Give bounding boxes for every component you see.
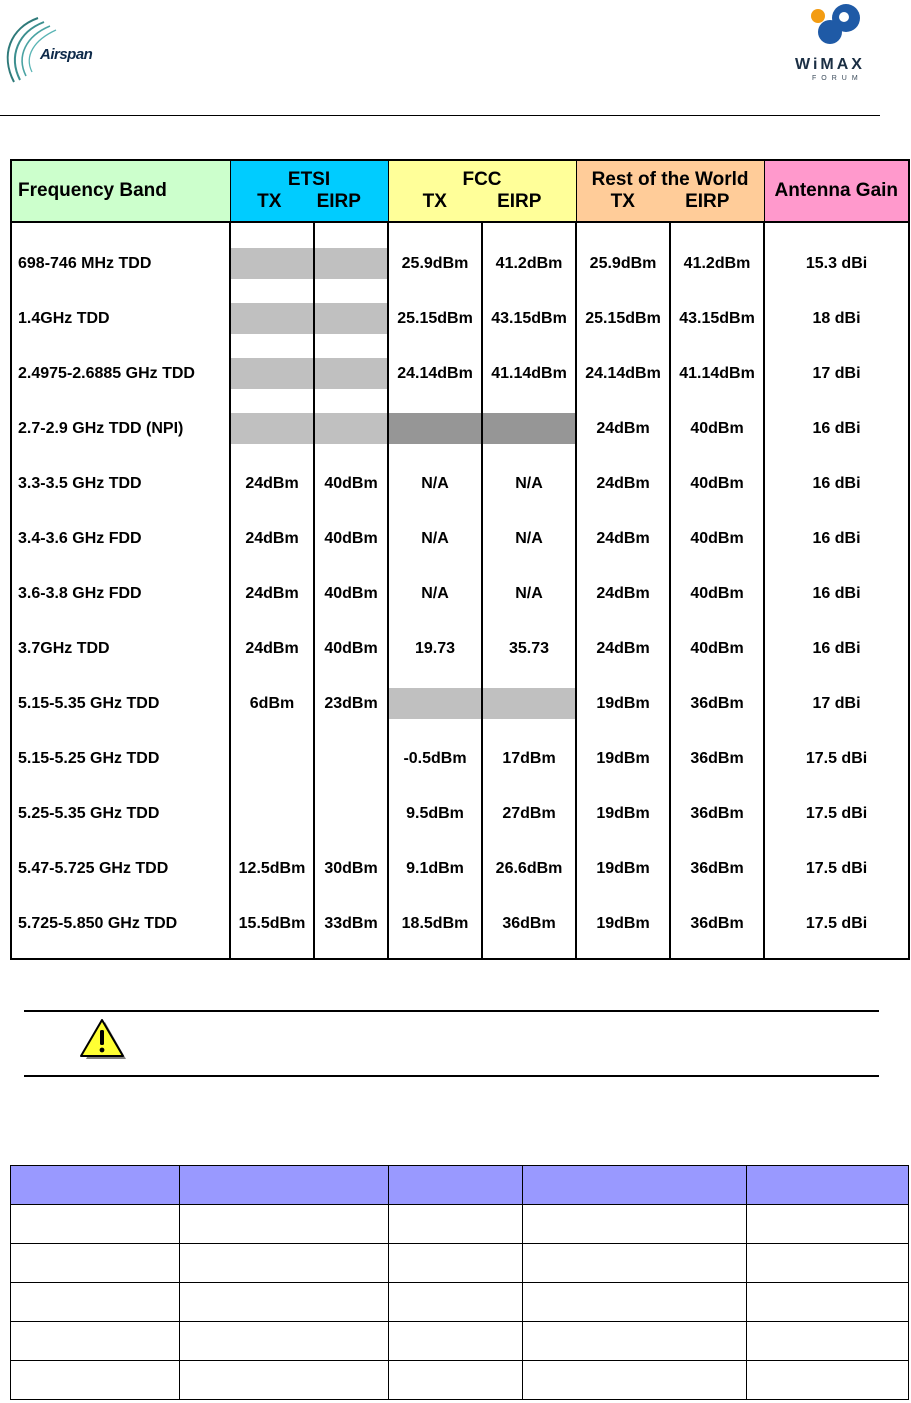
fcc-eirp-cell: N/A	[482, 468, 576, 499]
gain-cell: 17 dBi	[764, 688, 909, 719]
table-spacer-row	[11, 939, 909, 959]
band-cell: 5.725-5.850 GHz TDD	[11, 908, 230, 939]
empty-table-row	[11, 1322, 909, 1361]
etsi-eirp-cell: 23dBm	[314, 688, 388, 719]
gain-cell: 17.5 dBi	[764, 908, 909, 939]
header-etsi	[230, 160, 388, 222]
band-cell: 2.7-2.9 GHz TDD (NPI)	[11, 413, 230, 444]
header-etsi-tx: TX	[257, 191, 282, 212]
header-divider	[0, 115, 880, 116]
table-row	[11, 688, 909, 719]
row-eirp-cell: 40dBm	[670, 633, 764, 664]
fcc-tx-cell: N/A	[388, 523, 482, 554]
fcc-eirp-cell: 26.6dBm	[482, 853, 576, 884]
gain-cell: 17 dBi	[764, 358, 909, 389]
table-row	[11, 743, 909, 774]
row-eirp-cell: 41.14dBm	[670, 358, 764, 389]
empty-table-row	[11, 1361, 909, 1400]
warning-icon	[78, 1018, 128, 1062]
band-cell: 5.47-5.725 GHz TDD	[11, 853, 230, 884]
header-antenna-gain: Antenna Gain	[764, 160, 909, 222]
fcc-eirp-cell: 17dBm	[482, 743, 576, 774]
row-tx-cell: 25.9dBm	[576, 248, 670, 279]
table-header-row	[11, 160, 909, 222]
row-tx-cell: 19dBm	[576, 798, 670, 829]
table-row	[11, 248, 909, 279]
table-row	[11, 468, 909, 499]
etsi-eirp-cell	[314, 248, 388, 279]
fcc-eirp-cell	[482, 688, 576, 719]
table-spacer-row	[11, 829, 909, 853]
etsi-eirp-cell: 40dBm	[314, 633, 388, 664]
fcc-eirp-cell: N/A	[482, 523, 576, 554]
row-eirp-cell: 40dBm	[670, 523, 764, 554]
row-tx-cell: 24dBm	[576, 523, 670, 554]
header-row-eirp: EIRP	[685, 191, 730, 212]
fcc-eirp-cell: 35.73	[482, 633, 576, 664]
gain-cell: 16 dBi	[764, 468, 909, 499]
header-rest-of-world	[576, 160, 764, 222]
etsi-tx-cell	[230, 248, 314, 279]
fcc-eirp-cell: 41.2dBm	[482, 248, 576, 279]
table-spacer-row	[11, 774, 909, 798]
table-row	[11, 853, 909, 884]
row-eirp-cell: 36dBm	[670, 908, 764, 939]
fcc-tx-cell: N/A	[388, 468, 482, 499]
table-row	[11, 358, 909, 389]
table-spacer-row	[11, 719, 909, 743]
band-cell: 1.4GHz TDD	[11, 303, 230, 334]
table-spacer-row	[11, 334, 909, 358]
empty-table-row	[11, 1205, 909, 1244]
row-tx-cell: 24dBm	[576, 468, 670, 499]
table-spacer-row	[11, 664, 909, 688]
empty-table-header-row	[11, 1166, 909, 1205]
etsi-eirp-cell: 33dBm	[314, 908, 388, 939]
header-fcc-tx: TX	[422, 191, 447, 212]
fcc-tx-cell: 19.73	[388, 633, 482, 664]
table-row	[11, 633, 909, 664]
forum-logo-text: FORUM	[812, 75, 863, 82]
row-tx-cell: 19dBm	[576, 908, 670, 939]
header-row-tx: TX	[610, 191, 635, 212]
note-bottom-rule	[24, 1075, 879, 1077]
header-frequency-band: Frequency Band	[11, 160, 230, 222]
fcc-tx-cell: 9.5dBm	[388, 798, 482, 829]
table-row	[11, 798, 909, 829]
etsi-tx-cell: 15.5dBm	[230, 908, 314, 939]
table-spacer-row	[11, 499, 909, 523]
row-tx-cell: 24.14dBm	[576, 358, 670, 389]
gain-cell: 18 dBi	[764, 303, 909, 334]
row-tx-cell: 24dBm	[576, 578, 670, 609]
row-eirp-cell: 40dBm	[670, 413, 764, 444]
table-row	[11, 578, 909, 609]
etsi-tx-cell: 24dBm	[230, 578, 314, 609]
gain-cell: 15.3 dBi	[764, 248, 909, 279]
row-tx-cell: 24dBm	[576, 413, 670, 444]
band-cell: 2.4975-2.6885 GHz TDD	[11, 358, 230, 389]
table-spacer-row	[11, 554, 909, 578]
row-eirp-cell: 36dBm	[670, 743, 764, 774]
etsi-eirp-cell: 40dBm	[314, 578, 388, 609]
row-eirp-cell: 43.15dBm	[670, 303, 764, 334]
header-etsi-eirp: EIRP	[316, 191, 361, 212]
fcc-tx-cell	[388, 688, 482, 719]
band-cell: 5.15-5.35 GHz TDD	[11, 688, 230, 719]
row-tx-cell: 19dBm	[576, 743, 670, 774]
etsi-eirp-cell	[314, 413, 388, 444]
etsi-tx-cell: 24dBm	[230, 468, 314, 499]
etsi-tx-cell: 6dBm	[230, 688, 314, 719]
empty-table-row	[11, 1244, 909, 1283]
table-spacer-row	[11, 389, 909, 413]
etsi-tx-cell	[230, 798, 314, 829]
fcc-eirp-cell	[482, 413, 576, 444]
header-fcc-label: FCC	[462, 169, 502, 190]
row-tx-cell: 25.15dBm	[576, 303, 670, 334]
fcc-tx-cell: 25.15dBm	[388, 303, 482, 334]
etsi-eirp-cell	[314, 358, 388, 389]
empty-table	[10, 1165, 909, 1400]
band-cell: 3.6-3.8 GHz FDD	[11, 578, 230, 609]
fcc-tx-cell: 18.5dBm	[388, 908, 482, 939]
etsi-eirp-cell	[314, 743, 388, 774]
gain-cell: 17.5 dBi	[764, 798, 909, 829]
row-eirp-cell: 36dBm	[670, 853, 764, 884]
fcc-eirp-cell: 27dBm	[482, 798, 576, 829]
table-spacer-row	[11, 609, 909, 633]
row-tx-cell: 24dBm	[576, 633, 670, 664]
band-cell: 3.3-3.5 GHz TDD	[11, 468, 230, 499]
row-eirp-cell: 40dBm	[670, 468, 764, 499]
band-cell: 698-746 MHz TDD	[11, 248, 230, 279]
etsi-eirp-cell	[314, 798, 388, 829]
frequency-power-table	[10, 159, 910, 960]
fcc-tx-cell: 9.1dBm	[388, 853, 482, 884]
gain-cell: 16 dBi	[764, 578, 909, 609]
fcc-eirp-cell: 43.15dBm	[482, 303, 576, 334]
header-rest-of-world-label: Rest of the World	[591, 169, 749, 190]
header-fcc-eirp: EIRP	[497, 191, 542, 212]
etsi-eirp-cell: 40dBm	[314, 468, 388, 499]
gain-cell: 16 dBi	[764, 523, 909, 554]
etsi-tx-cell	[230, 303, 314, 334]
band-cell: 3.4-3.6 GHz FDD	[11, 523, 230, 554]
fcc-tx-cell: 24.14dBm	[388, 358, 482, 389]
airspan-logo-text: Airspan	[40, 46, 93, 63]
row-eirp-cell: 41.2dBm	[670, 248, 764, 279]
gain-cell: 17.5 dBi	[764, 743, 909, 774]
header-etsi-label: ETSI	[287, 169, 331, 190]
etsi-eirp-cell	[314, 303, 388, 334]
table-row	[11, 413, 909, 444]
fcc-eirp-cell: 36dBm	[482, 908, 576, 939]
fcc-tx-cell: -0.5dBm	[388, 743, 482, 774]
empty-table-row	[11, 1283, 909, 1322]
gain-cell: 17.5 dBi	[764, 853, 909, 884]
band-cell: 5.25-5.35 GHz TDD	[11, 798, 230, 829]
table-spacer-row	[11, 222, 909, 248]
fcc-eirp-cell: 41.14dBm	[482, 358, 576, 389]
table-spacer-row	[11, 279, 909, 303]
row-eirp-cell: 40dBm	[670, 578, 764, 609]
gain-cell: 16 dBi	[764, 633, 909, 664]
wimax-logo-mark-icon	[790, 2, 880, 62]
etsi-eirp-cell: 40dBm	[314, 523, 388, 554]
table-row	[11, 908, 909, 939]
table-spacer-row	[11, 444, 909, 468]
row-tx-cell: 19dBm	[576, 853, 670, 884]
table-row	[11, 303, 909, 334]
table-spacer-row	[11, 884, 909, 908]
fcc-eirp-cell: N/A	[482, 578, 576, 609]
etsi-tx-cell: 24dBm	[230, 633, 314, 664]
header-fcc	[388, 160, 576, 222]
row-eirp-cell: 36dBm	[670, 688, 764, 719]
fcc-tx-cell: N/A	[388, 578, 482, 609]
band-cell: 3.7GHz TDD	[11, 633, 230, 664]
etsi-eirp-cell: 30dBm	[314, 853, 388, 884]
row-tx-cell: 19dBm	[576, 688, 670, 719]
etsi-tx-cell: 24dBm	[230, 523, 314, 554]
fcc-tx-cell: 25.9dBm	[388, 248, 482, 279]
etsi-tx-cell: 12.5dBm	[230, 853, 314, 884]
wimax-logo-text: WiMAX	[795, 56, 865, 73]
table-row	[11, 523, 909, 554]
fcc-tx-cell	[388, 413, 482, 444]
row-eirp-cell: 36dBm	[670, 798, 764, 829]
band-cell: 5.15-5.25 GHz TDD	[11, 743, 230, 774]
etsi-tx-cell	[230, 743, 314, 774]
etsi-tx-cell	[230, 358, 314, 389]
note-top-rule	[24, 1010, 879, 1012]
etsi-tx-cell	[230, 413, 314, 444]
gain-cell: 16 dBi	[764, 413, 909, 444]
